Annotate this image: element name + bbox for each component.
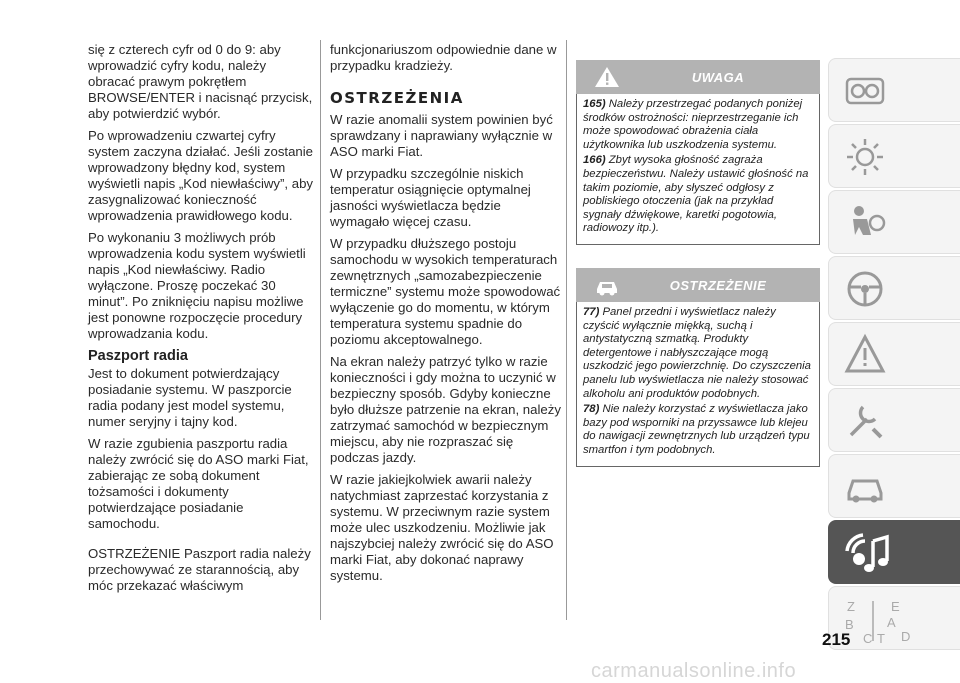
text-column-2 bbox=[330, 42, 562, 590]
note-text: Panel przedni i wyświetlacz należy czyścić wyłącznie miękką, suchą i antystatyczną szmatką. Produkty detergentowe i nabłyszczające mogą uszkodzić jego powierzchnię. Do czyszczenia panelu lub wyświetlacza nie należy stosować alkoholu ani produktów podobnych. bbox=[583, 306, 811, 400]
tab-safety[interactable] bbox=[828, 190, 960, 254]
tab-car-info[interactable] bbox=[828, 454, 960, 518]
paragraph: W przypadku szczególnie niskich temperatur osiągnięcie optymalnej jasności wyświetlacza będzie wymagało więcej czasu. bbox=[330, 166, 531, 229]
index-letter: Z bbox=[847, 599, 855, 614]
warning-box bbox=[576, 268, 820, 467]
tab-lights[interactable] bbox=[828, 124, 960, 188]
text-column-1 bbox=[88, 42, 316, 600]
paragraph: OSTRZEŻENIE Paszport radia należy przechowywać ze starannością, aby móc przekazać właściwym bbox=[88, 546, 311, 593]
tab-steering[interactable] bbox=[828, 256, 960, 320]
index-letter: D bbox=[901, 629, 911, 644]
column-divider-left bbox=[320, 40, 321, 620]
warning-body bbox=[576, 302, 820, 467]
steering-icon bbox=[843, 267, 887, 311]
tools-icon bbox=[843, 399, 887, 443]
car-info-icon bbox=[843, 465, 887, 509]
tab-warning[interactable] bbox=[828, 322, 960, 386]
tab-dashboard[interactable] bbox=[828, 58, 960, 122]
index-letter: E bbox=[891, 599, 900, 614]
index-letter: C bbox=[863, 631, 873, 645]
lights-icon bbox=[843, 135, 887, 179]
index-letter: B bbox=[845, 617, 854, 632]
paragraph: W razie jakiejkolwiek awarii należy natychmiast zaprzestać korzystania z systemu. W przeciwnym razie system może ulec uszkodzeniu. Możliwie jak najszybciej należy zwrócić się do ASO marki Fiat, aby dokonać naprawy systemu. bbox=[330, 472, 554, 583]
index-letter: T bbox=[877, 631, 885, 645]
paragraph: W razie zgubienia paszportu radia należy zwrócić się do ASO marki Fiat, zabierając ze sobą dokument tożsamości i dokumenty potwierdzające posiadanie samochodu. bbox=[88, 436, 309, 531]
paragraph: Po wprowadzeniu czwartej cyfry system zaczyna działać. Jeśli zostanie wprowadzony błędny kod, system wyświetli napis „Kod niewłaściwy”, aby zasygnalizować konieczność wprowadzenia prawidłowego kodu. bbox=[88, 128, 314, 223]
caution-body bbox=[576, 94, 820, 245]
paragraph: Na ekran należy patrzyć tylko w razie konieczności i gdy można to uczynić w bezpieczny sposób. Gdyby konieczne było dłuższe patrzenie na ekran, należy zatrzymać samochód w bezpiecznym miejscu, aby nie rozpraszać się podczas jazdy. bbox=[330, 354, 561, 465]
safety-icon bbox=[843, 201, 887, 245]
chapter-tabs bbox=[828, 58, 960, 652]
caution-header bbox=[576, 60, 820, 94]
warning-icon bbox=[843, 333, 887, 377]
note-text: Zbyt wysoka głośność zagraża bezpieczeństwu. Należy ustawić głośność na takim poziomie, aby słyszeć odgłosy z pobliskiego otoczenia (jak na przykład sygnały dźwiękowe, karetki pogotowia, radiowozy itp.). bbox=[583, 154, 809, 235]
paragraph: W razie anomalii system powinien być sprawdzany i naprawiany wyłącznie w ASO marki Fiat. bbox=[330, 112, 553, 159]
page-number: 215 bbox=[822, 630, 851, 649]
note-number: 77) bbox=[583, 306, 600, 318]
note-text: Należy przestrzegać podanych poniżej środków ostrożności: nieprzestrzeganie ich może spowodować obrażenia ciała użytkownika lub uszkodzenia systemu. bbox=[583, 98, 803, 151]
warnings-heading: OSTRZEŻENIA bbox=[330, 89, 464, 107]
paragraph: Jest to dokument potwierdzający posiadanie systemu. W paszporcie radia podany jest model systemu, numer seryjny i tajny kod. bbox=[88, 366, 292, 429]
paragraph: Po wykonaniu 3 możliwych prób wprowadzenia kodu system wyświetli napis „Kod niewłaściwy. Radio wyłączone. Proszę poczekać 30 minut”. Po zniknięciu napisu możliwe jest ponowne rozpoczęcie procedury wprowadzania kodu. bbox=[88, 230, 306, 341]
paragraph: się z czterech cyfr od 0 do 9: aby wprowadzić cyfry kodu, należy obracać prawym pokrętłem BROWSE/ENTER i nacisnąć przycisk, aby potwierdzić wybór. bbox=[88, 42, 313, 121]
column-divider-right bbox=[566, 40, 567, 620]
note-number: 166) bbox=[583, 154, 606, 167]
tab-tools[interactable] bbox=[828, 388, 960, 452]
note-number: 78) bbox=[583, 403, 600, 416]
multimedia-icon bbox=[843, 531, 893, 577]
note-text: Nie należy korzystać z wyświetlacza jako bazy pod wsporniki na przyssawce lub klejeu do nawigacji zewnętrznych lub urządzeń typu smartfon i tym podobnych. bbox=[583, 403, 810, 456]
paragraph: W przypadku dłuższego postoju samochodu w wysokich temperaturach zewnętrznych „samozabezpieczenie termiczne” systemu może spowodować wyłączenie go do momentu, w którym temperatura systemu spadnie do poziomu akceptowalnego. bbox=[330, 236, 561, 347]
watermark: carmanualsonline.info bbox=[591, 660, 797, 682]
warning-title: OSTRZEŻENIE bbox=[669, 278, 767, 293]
tab-multimedia[interactable] bbox=[828, 520, 960, 584]
index-letter: A bbox=[887, 615, 896, 630]
caution-box bbox=[576, 60, 820, 245]
paragraph: funkcjonariuszom odpowiednie dane w przypadku kradzieży. bbox=[330, 42, 557, 73]
dashboard-icon bbox=[843, 69, 887, 113]
section-heading: Paszport radia bbox=[88, 348, 188, 364]
warning-header bbox=[576, 268, 820, 302]
note-number: 165) bbox=[583, 98, 606, 110]
caution-title: UWAGA bbox=[691, 70, 745, 85]
index-icon bbox=[843, 597, 923, 645]
